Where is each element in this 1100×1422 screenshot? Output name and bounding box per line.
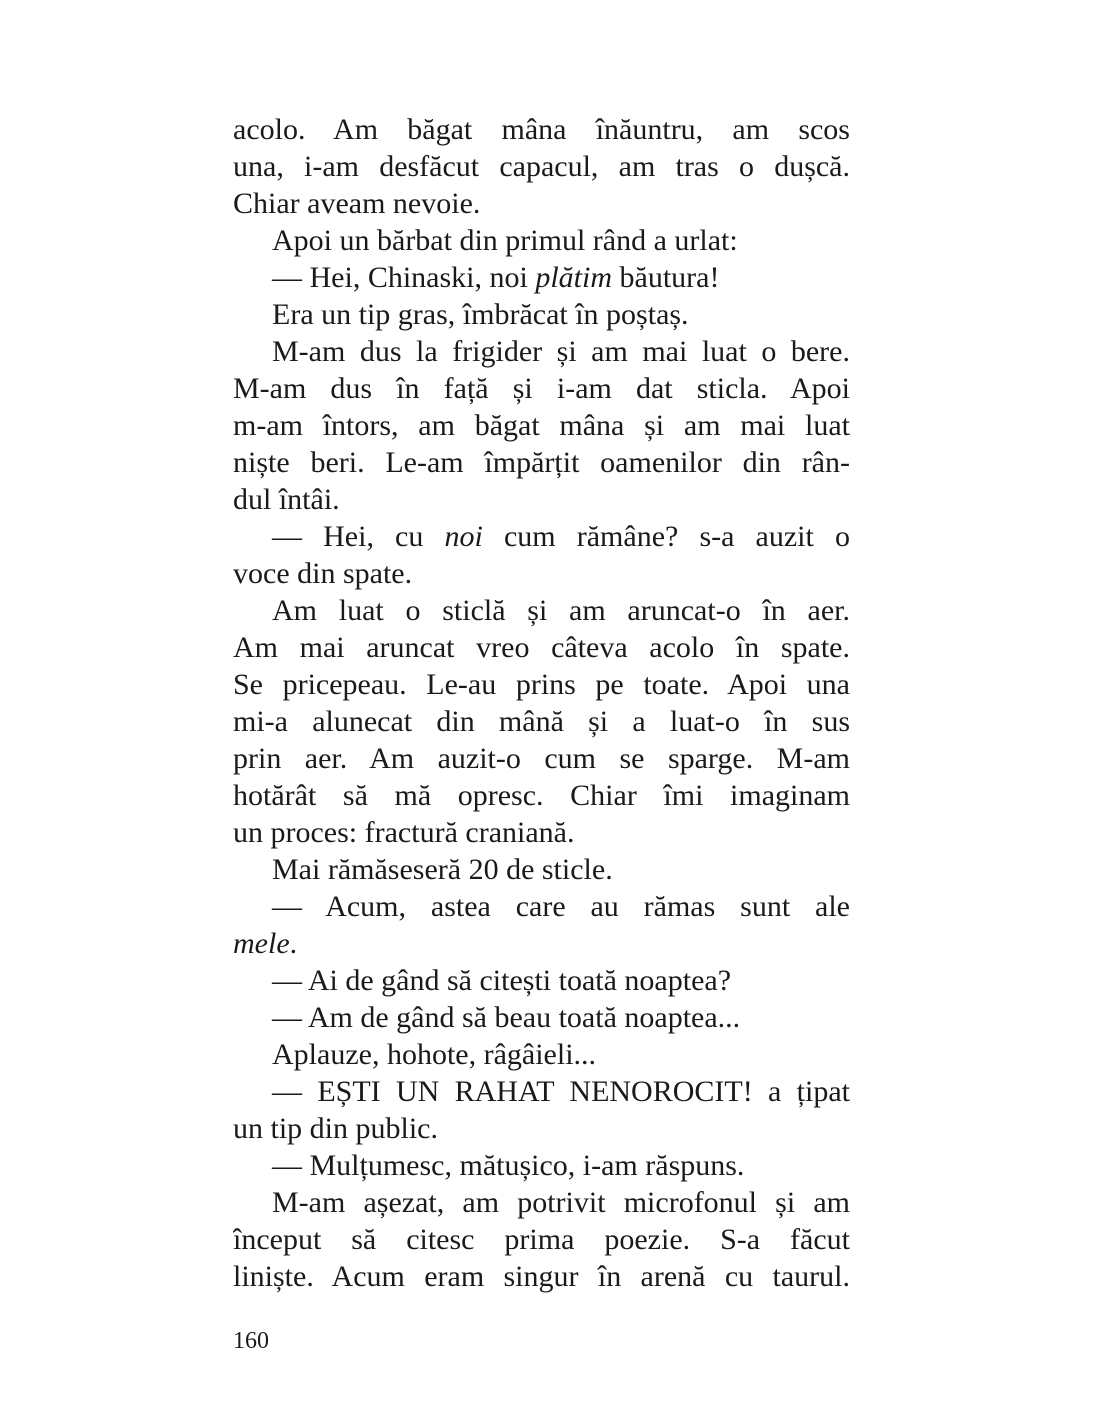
- text-line: [233, 1258, 850, 1295]
- text-run: .: [289, 927, 298, 960]
- text-run: un proces: fractură craniană.: [233, 816, 575, 849]
- text-line: [233, 407, 850, 444]
- text-line: [233, 925, 850, 962]
- text-line: [233, 259, 850, 296]
- text-line: [233, 370, 850, 407]
- text-line: [233, 1147, 850, 1184]
- body-text: [233, 111, 850, 1295]
- italic-text: mele: [233, 927, 290, 960]
- text-line: [233, 1036, 850, 1073]
- text-run: Am luat o sticlă și am aruncat-o în aer.: [272, 594, 850, 627]
- text-line: [233, 1073, 850, 1110]
- text-line: [233, 444, 850, 481]
- text-run: prin aer. Am auzit-o cum se sparge. M-am: [233, 742, 850, 775]
- italic-text: plătim: [535, 261, 612, 294]
- text-run: Mai rămăseseră 20 de sticle.: [272, 853, 613, 886]
- text-line: [233, 703, 850, 740]
- text-line: [233, 1184, 850, 1221]
- text-line: [233, 555, 850, 592]
- text-run: M-am dus în față și i-am dat sticla. Apoi: [233, 372, 850, 405]
- text-run: M-am așezat, am potrivit microfonul și am: [272, 1186, 850, 1219]
- text-run: — Hei, cu: [272, 520, 445, 553]
- text-run: — Ai de gând să citești toată noaptea?: [272, 964, 732, 997]
- text-run: mi-a alunecat din mână și a luat-o în sus: [233, 705, 850, 738]
- text-line: [233, 777, 850, 814]
- text-run: Am mai aruncat vreo câteva acolo în spate.: [233, 631, 850, 664]
- text-run: Aplauze, hohote, râgâieli...: [272, 1038, 597, 1071]
- text-line: [233, 185, 850, 222]
- text-line: [233, 296, 850, 333]
- text-line: [233, 111, 850, 148]
- text-line: [233, 851, 850, 888]
- text-line: [233, 333, 850, 370]
- text-line: [233, 481, 850, 518]
- text-run: — Acum, astea care au rămas sunt ale: [272, 890, 850, 923]
- text-run: liniște. Acum eram singur în arenă cu taurul.: [233, 1260, 850, 1293]
- page-number: 160: [233, 1328, 269, 1354]
- text-run: băutura!: [612, 261, 720, 294]
- text-run: un tip din public.: [233, 1112, 438, 1145]
- text-line: [233, 629, 850, 666]
- text-run: dul întâi.: [233, 483, 340, 516]
- text-line: [233, 148, 850, 185]
- text-run: Chiar aveam nevoie.: [233, 187, 481, 220]
- text-run: — Hei, Chinaski, noi: [272, 261, 536, 294]
- text-line: [233, 999, 850, 1036]
- text-run: hotărât să mă opresc. Chiar îmi imaginam: [233, 779, 850, 812]
- text-run: Apoi un bărbat din primul rând a urlat:: [272, 224, 738, 257]
- text-run: — EȘTI UN RAHAT NENOROCIT! a țipat: [272, 1075, 850, 1108]
- text-run: una, i-am desfăcut capacul, am tras o dușcă.: [233, 150, 850, 183]
- text-run: — Mulțumesc, mătușico, i-am răspuns.: [272, 1149, 745, 1182]
- text-line: [233, 666, 850, 703]
- text-line: [233, 962, 850, 999]
- text-line: [233, 222, 850, 259]
- text-line: [233, 1221, 850, 1258]
- italic-text: noi: [444, 520, 483, 553]
- text-run: voce din spate.: [233, 557, 413, 590]
- text-run: cum rămâne? s-a auzit o: [482, 520, 850, 553]
- text-run: — Am de gând să beau toată noaptea...: [272, 1001, 741, 1034]
- text-line: [233, 814, 850, 851]
- text-line: [233, 888, 850, 925]
- text-line: [233, 518, 850, 555]
- text-run: Era un tip gras, îmbrăcat în poștaș.: [272, 298, 689, 331]
- text-run: acolo. Am băgat mâna înăuntru, am scos: [233, 113, 850, 146]
- text-line: [233, 1110, 850, 1147]
- text-run: m-am întors, am băgat mâna și am mai luat: [233, 409, 850, 442]
- text-line: [233, 592, 850, 629]
- text-run: Se pricepeau. Le-au prins pe toate. Apoi una: [233, 668, 850, 701]
- text-line: [233, 740, 850, 777]
- text-run: M-am dus la frigider și am mai luat o bere.: [272, 335, 850, 368]
- text-run: niște beri. Le-am împărțit oamenilor din rân-: [233, 446, 850, 479]
- text-run: început să citesc prima poezie. S-a făcut: [233, 1223, 850, 1256]
